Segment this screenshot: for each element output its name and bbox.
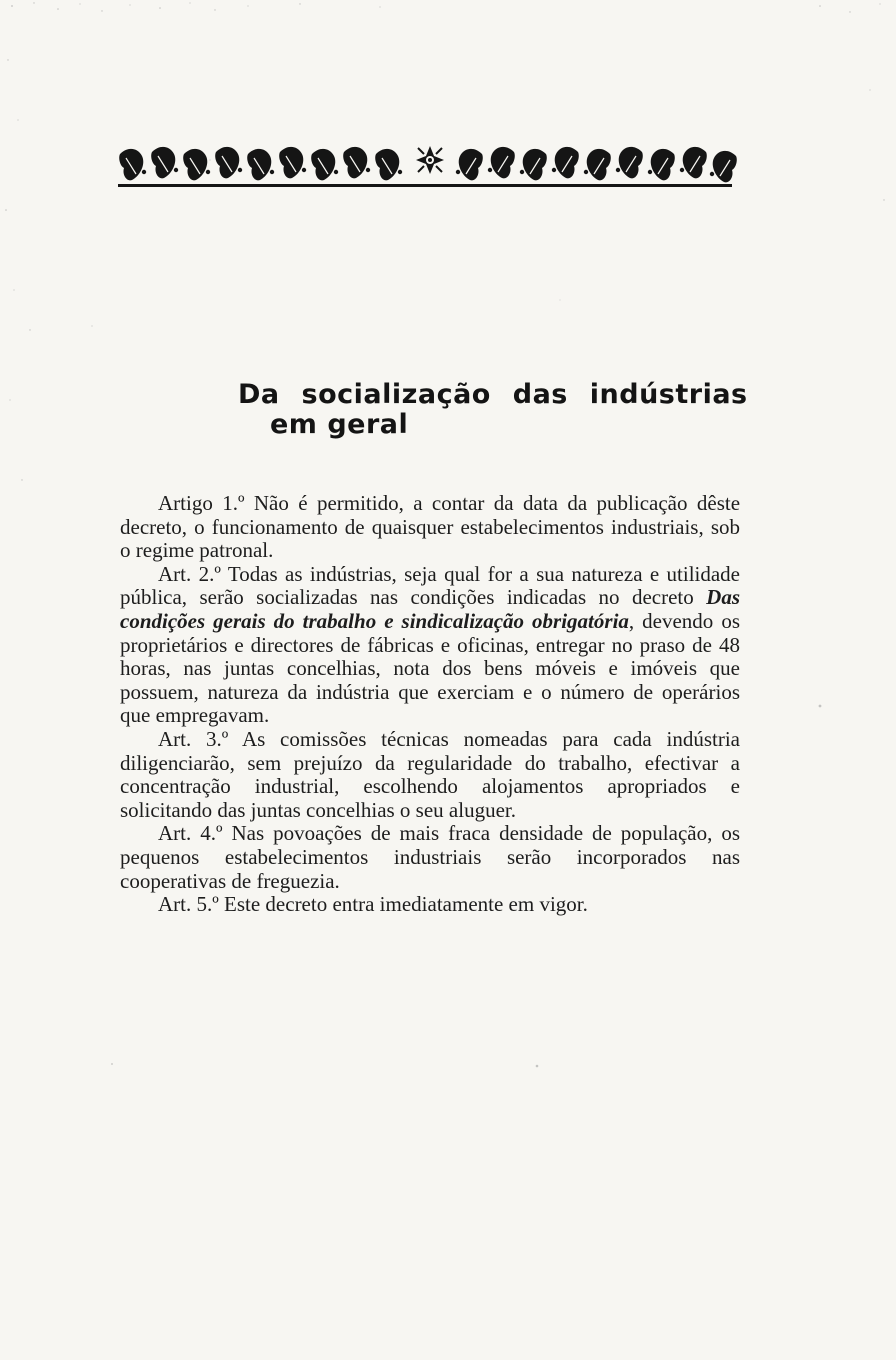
article-text: As comissões técnicas nomeadas para cada indústria diligenciarão, sem prejuízo da regularidade do trabalho, efectivar a concentração industrial, escolhendo alojamentos apropriados e solicitando das juntas concelhias o seu aluguer. [120,726,740,822]
section-title-line-2: em geral [270,409,409,440]
article-2 [120,563,740,728]
decree-title-reference: Das condições gerais do trabalho e sindicalização obrigatória [120,585,740,633]
article-1 [120,492,740,563]
decorative-border-ornament [118,138,740,194]
article-4 [120,822,740,893]
article-text: Não é permitido, a contar da data da publicação dêste decreto, o funcionamento de quaisquer estabelecimentos industriais, sob o regime patronal. [120,491,741,563]
article-label: Art. 4.º [158,821,223,846]
article-text: Este decreto entra imediatamente em vigor. [224,892,588,917]
article-3 [120,728,740,822]
article-label: Art. 5.º [158,892,219,917]
article-label: Art. 3.º [158,726,229,751]
decree-text [120,492,740,917]
article-label: Art. 2.º [158,561,221,586]
section-title [238,380,758,440]
article-text: Nas povoações de mais fraca densidade de população, os pequenos estabelecimentos industriais serão incorporados nas cooperativas de freguezia. [120,821,741,893]
section-title-line-1: Da socialização das indústrias [238,379,748,410]
article-text: Todas as indústrias, seja qual for a sua natureza e utilidade pública, serão socializadas nas condições indicadas no decreto [120,561,741,610]
article-label: Artigo 1.º [158,491,245,515]
article-text-continued: , devendo os proprietários e directores de fábricas e oficinas, entregar no praso de 48 horas, nas juntas concelhias, nota dos bens móveis e imóveis que possuem, natureza da indústria que exerciam e o número de operários que empregavam. [120,608,740,728]
article-5 [120,893,740,917]
